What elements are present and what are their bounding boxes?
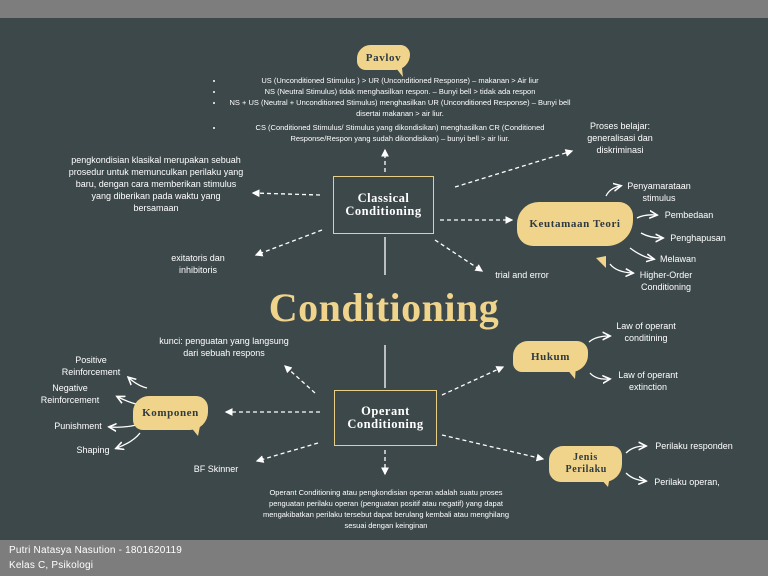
pavlov-bullet: • NS (Neutral Stimulus) tidak menghasilkan respon. – Bunyi bell > tidak ada respon xyxy=(224,86,576,97)
footer-author: Putri Natasya Nasution - 1801620119 xyxy=(9,545,183,556)
pavlov-bullet: • US (Unconditioned Stimulus ) > UR (Unconditioned Response) – makanan > Air liur xyxy=(224,75,576,86)
bf-skinner-text: BF Skinner xyxy=(193,464,239,474)
arrow-komponen-3 xyxy=(110,425,136,427)
pavlov-bullet-list xyxy=(212,75,576,144)
arrow-classical-to-exitatoris xyxy=(256,230,322,255)
komponen-label: Komponen xyxy=(142,407,199,419)
jenis-item: Perilaku operan, xyxy=(654,477,720,487)
komponen-node[interactable] xyxy=(133,396,208,430)
classical-conditioning-label: Classical Conditioning xyxy=(345,191,422,218)
jenis-perilaku-label: Jenis Perilaku xyxy=(565,452,607,475)
hukum-item: Law of operant extinction xyxy=(618,370,678,392)
keutamaan-teori-node[interactable] xyxy=(517,202,633,246)
pavlov-label: Pavlov xyxy=(365,51,402,64)
operant-conditioning-label: Operant Conditioning xyxy=(347,404,424,431)
komponen-item: Punishment xyxy=(54,421,102,431)
kunci-text: kunci: penguatan yang langsung dari sebuah respons xyxy=(159,336,289,358)
pavlov-node[interactable] xyxy=(357,45,410,70)
keutamaan-item: Penyamarataan stimulus xyxy=(627,181,691,203)
proses-belajar-text: Proses belajar: generalisasi dan diskriminasi xyxy=(587,121,653,155)
arrow-classical-to-definition xyxy=(253,193,320,195)
keutamaan-teori-label: Keutamaan Teori xyxy=(529,218,621,230)
pavlov-bullet: • NS + US (Neutral + Unconditioned Stimulus) menghasilkan UR (Unconditioned Response) – Bunyi bell disertai makanan > air liur. xyxy=(224,97,576,119)
footer-class: Kelas C, Psikologi xyxy=(9,560,94,571)
komponen-item: Positive Reinforcement xyxy=(61,355,121,377)
hukum-label: Hukum xyxy=(530,350,571,363)
arrow-classical-to-trial xyxy=(435,240,482,271)
exitatoris-text: exitatoris dan inhibitoris xyxy=(171,253,225,275)
arrow-jenis-1 xyxy=(626,446,645,453)
keutamaan-bubble-tail xyxy=(596,256,606,268)
jenis-item: Perilaku responden xyxy=(655,441,733,451)
arrow-jenis-2 xyxy=(626,473,645,481)
keutamaan-item: Melawan xyxy=(659,254,697,264)
hukum-node[interactable] xyxy=(513,341,588,372)
jenis-perilaku-node[interactable] xyxy=(549,446,622,482)
arrow-keutamaan-1 xyxy=(606,186,620,196)
footer-bar xyxy=(0,540,768,576)
arrow-keutamaan-3 xyxy=(641,233,662,238)
keutamaan-item: Penghapusan xyxy=(670,233,726,243)
trial-error-text: trial and error xyxy=(495,270,549,280)
arrow-keutamaan-4 xyxy=(630,248,653,259)
keutamaan-item: Pembedaan xyxy=(664,210,714,220)
komponen-item: Shaping xyxy=(76,445,110,455)
arrow-komponen-2 xyxy=(118,397,136,404)
operant-conditioning-node[interactable] xyxy=(334,390,437,446)
arrow-operant-to-hukum xyxy=(442,367,503,395)
classical-definition: pengkondisian klasikal merupakan sebuah prosedur untuk memunculkan perilaku yang baru, dengan cara memberikan stimulus yang diberikan pada waktu yang bersamaan xyxy=(68,155,244,213)
arrow-operant-to-kunci xyxy=(285,366,315,393)
arrow-classical-to-proses xyxy=(455,151,572,187)
arrow-komponen-4 xyxy=(117,433,140,448)
arrow-operant-to-jenis xyxy=(442,435,543,459)
arrow-keutamaan-2 xyxy=(637,215,656,218)
pavlov-bullet: • CS (Conditioned Stimulus/ Stimulus yang dikondisikan) menghasilkan CR (Conditioned Response/Respon yang sudah dikondisikan) – bunyi bell > air liur. xyxy=(224,122,576,144)
arrow-keutamaan-5 xyxy=(610,264,632,273)
komponen-item: Negative Reinforcement xyxy=(40,383,100,405)
main-title: Conditioning xyxy=(268,285,500,330)
classical-conditioning-node[interactable] xyxy=(333,176,434,234)
operant-definition: Operant Conditioning atau pengkondisian operan adalah suatu proses penguatan perilaku operan (penguatan positif atau negatif) yang dapat mengakibatkan perilaku tersebut dapat berulang kembali atau menghilang sesuai dengan keinginan xyxy=(263,488,509,530)
arrow-komponen-1 xyxy=(129,378,147,388)
hukum-item: Law of operant conditining xyxy=(616,321,676,343)
arrow-operant-to-skinner xyxy=(257,443,318,461)
keutamaan-item: Higher-Order Conditioning xyxy=(639,270,693,292)
